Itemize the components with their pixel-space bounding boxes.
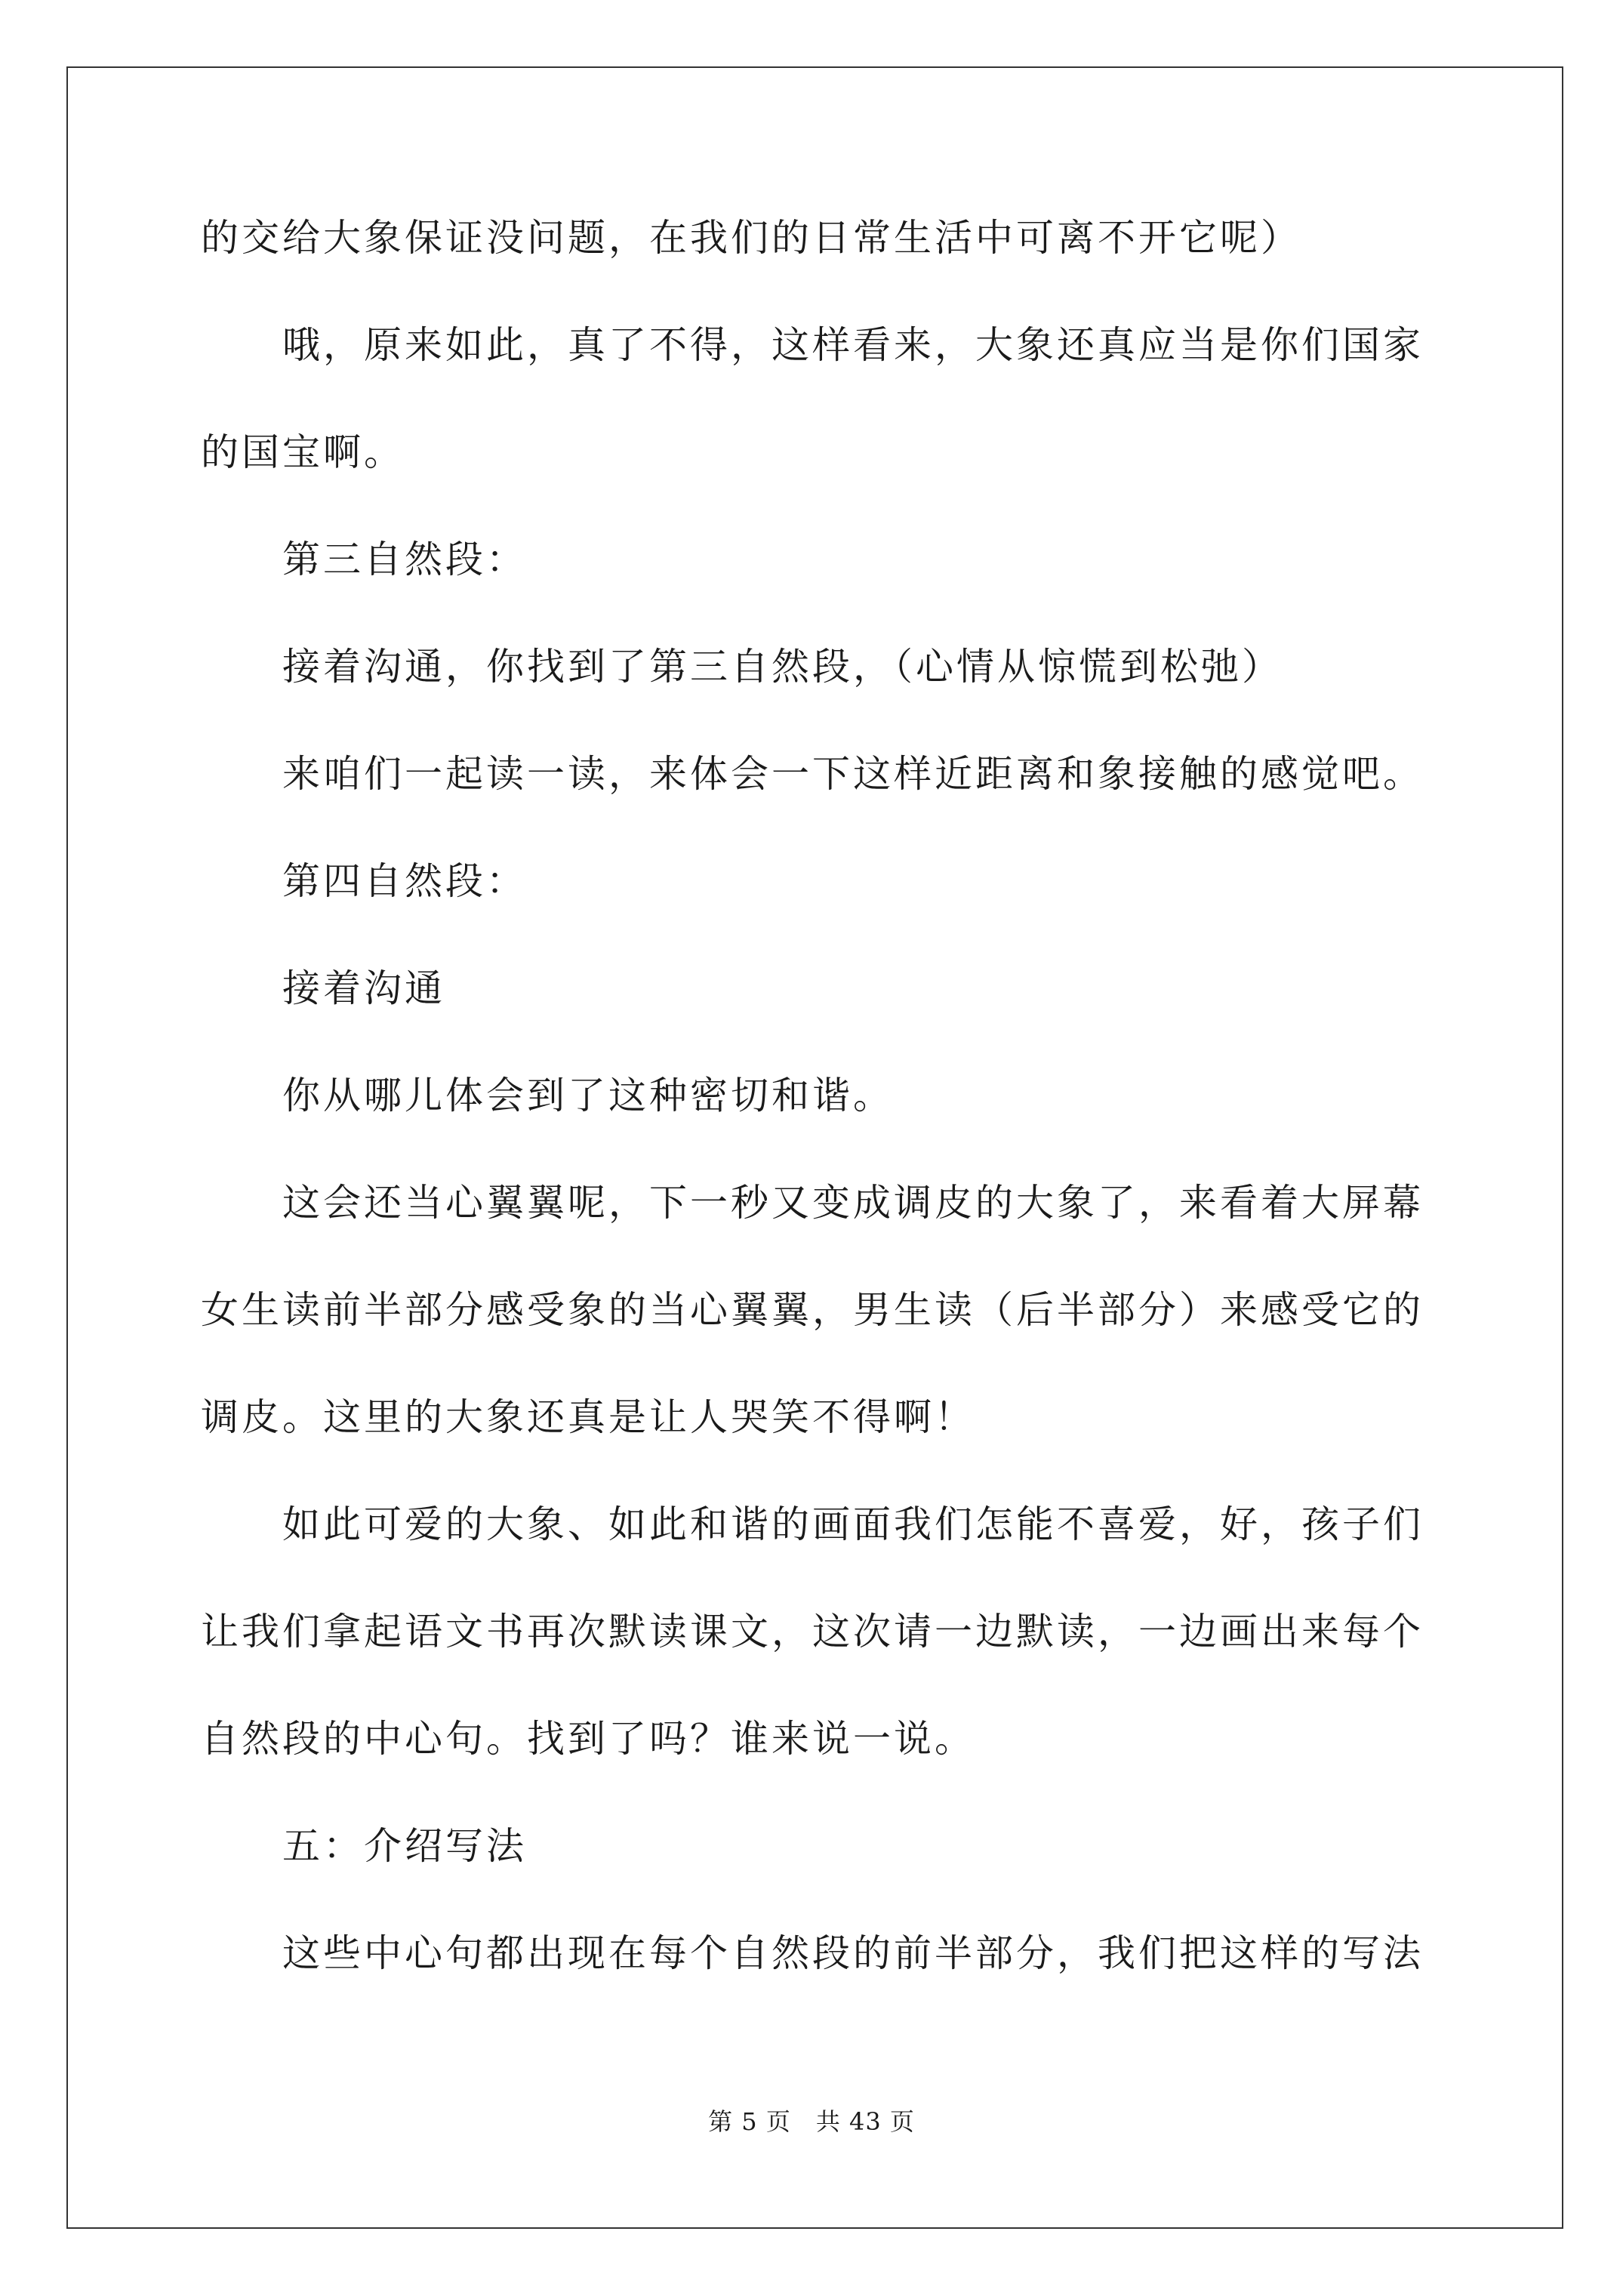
paragraph-start-line: 这些中心句都出现在每个自然段的前半部分，我们把这样的写法 [282,1931,1424,1975]
text-line: 自然段的中心句。找到了吗？谁来说一说。 [201,1717,975,1761]
text-line: 让我们拿起语文书再次默读课文，这次请一边默读，一边画出来每个 [201,1610,1424,1653]
text-line: 的交给大象保证没问题，在我们的日常生活中可离不开它呢） [201,216,1301,260]
document-body [201,211,1431,1980]
text-line: 的国宝啊。 [201,430,405,474]
section-heading: 第三自然段： [282,538,527,581]
text-line: 女生读前半部分感受象的当心翼翼，男生读（后半部分）来感受它的 [201,1288,1424,1332]
paragraph-start-line: 接着沟通，你找到了第三自然段，（心情从惊慌到松弛） [282,645,1283,689]
paragraph-start-line: 如此可爱的大象、如此和谐的画面我们怎能不喜爱，好，孩子们 [282,1502,1424,1546]
paragraph-start-line: 你从哪儿体会到了这种密切和谐。 [282,1074,894,1117]
text-line: 调皮。这里的大象还真是让人哭笑不得啊！ [201,1395,975,1439]
paragraph-start-line: 哦，原来如此，真了不得，这样看来，大象还真应当是你们国家 [282,323,1424,367]
page-number-footer: 第 5 页 共 43 页 [708,2107,915,2136]
paragraph-start-line: 这会还当心翼翼呢，下一秒又变成调皮的大象了，来看着大屏幕 [282,1181,1424,1225]
section-heading: 五：介绍写法 [282,1824,527,1868]
paragraph-start-line: 来咱们一起读一读，来体会一下这样近距离和象接触的感觉吧。 [282,752,1424,796]
section-heading: 第四自然段： [282,859,527,903]
paragraph-start-line: 接着沟通 [282,966,445,1010]
